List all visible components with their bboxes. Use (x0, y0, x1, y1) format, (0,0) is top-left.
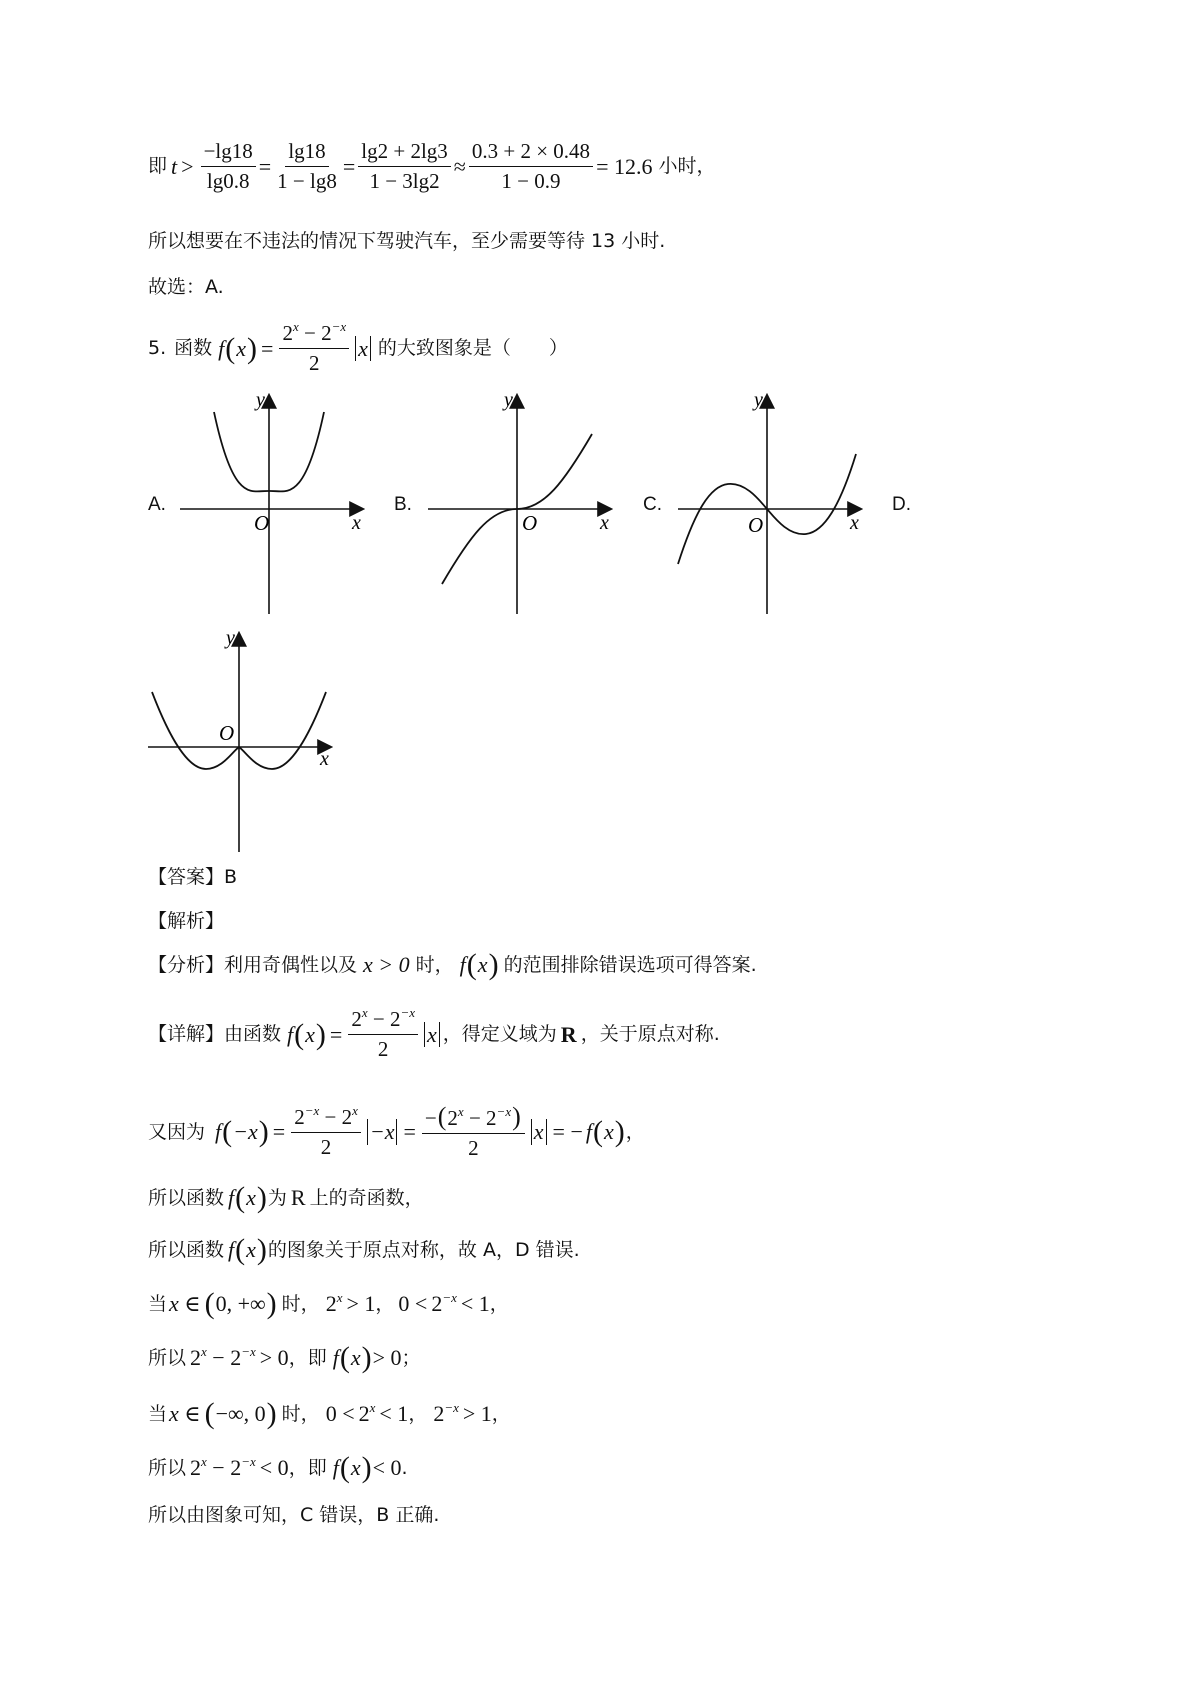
var-x: x (246, 1237, 256, 1262)
abs-x: x (355, 336, 371, 361)
y-axis-label: y (256, 389, 265, 411)
text-prefix: 即 (148, 155, 168, 178)
text-prefix: 当 (148, 1292, 168, 1315)
func-f: f (228, 1237, 235, 1262)
punct: ， (489, 1292, 509, 1315)
text-suffix: 的图象关于原点对称，故 A，D 错误. (267, 1238, 580, 1261)
text-when: 时， (281, 1402, 320, 1425)
text-mid: ，即 (288, 1456, 327, 1479)
separator: ， (408, 1402, 428, 1425)
func-f: f (218, 335, 225, 361)
analysis-label: 【分析】 (148, 953, 225, 976)
fraction-2: $\frac{\lg 18}{1 - \lg 8}$ (277, 139, 337, 194)
fraction-3: $\frac{\lg 2 + 2\lg 3}{1 - 3\lg 2}$ (358, 140, 451, 193)
odd-function-line: 所以函数 f ( x ) 为 R 上的奇函数， (148, 1181, 424, 1214)
text-suffix: 上的奇函数， (309, 1186, 424, 1209)
y-axis-label: y (754, 389, 763, 411)
ineq-2a: 0 < (398, 1291, 428, 1316)
fraction-1: $\frac{-\lg 18}{\lg 0.8}$ (201, 140, 256, 193)
analysis-text-3: 的范围排除错误选项可得答案. (503, 953, 757, 976)
condition: x ∈ (169, 1401, 201, 1426)
detail-text-1: 由函数 (224, 1023, 282, 1046)
ineq-1a: 0 < (325, 1401, 355, 1426)
text-when: 时， (281, 1292, 320, 1315)
y-axis-label: y (504, 389, 513, 411)
question-number: 5. (148, 337, 167, 360)
ineq-1b: < 1 (379, 1401, 409, 1426)
abs-x: x (531, 1119, 547, 1144)
ineq-2: > 1 (462, 1401, 492, 1426)
func-f: f (332, 1345, 339, 1370)
option-b-label: B. (394, 494, 412, 515)
x-axis-label: x (320, 748, 329, 770)
set-R: R (290, 1185, 306, 1210)
option-c-label: C. (643, 494, 662, 515)
line-wait-conclusion: 所以想要在不违法的情况下驾驶汽车，至少需要等待 13 小时. (148, 230, 666, 252)
detail-line: 【详解】 由函数 f ( x ) = $\frac{2^x - 2^{-x}}{2}$ x ，得定义域为 R ，关于原点对称. (148, 1005, 720, 1062)
proof-fraction-1: $\frac{2^{-x} - 2^x}{2}$ (291, 1106, 361, 1159)
var-x: x (350, 1455, 361, 1480)
text-prefix: 当 (148, 1402, 168, 1425)
case-negative-line: 当 x ∈ ( −∞, 0 ) 时， 0 < 2$^x$ < 1 ， $2^{-x}$ > 1 ， (148, 1397, 511, 1430)
question-prefix: 函数 (174, 337, 213, 360)
graph-option-b (420, 386, 620, 616)
var-x: x (246, 1185, 256, 1210)
graph-option-a (172, 386, 372, 616)
odd-proof-line: 又因为 f ( −x ) = $\frac{2^{-x} - 2^x}{2}$ −x = $\frac{-(2^x - 2^{-x})}{2}$ x = − f ( x ) ， (148, 1102, 645, 1161)
ineq: < 0 (259, 1455, 289, 1480)
answer-label: 【答案】B (148, 866, 238, 888)
func-f: f (287, 1021, 294, 1047)
text-mid: 为 (267, 1186, 287, 1209)
option-d-label: D. (892, 494, 911, 515)
case-positive-line: 当 x ∈ ( 0, +∞ ) 时， 2$^x$ > 1 ， 0 < $2^{-x}$ < 1 ， (148, 1287, 509, 1320)
text-suffix: 小时， (658, 155, 716, 178)
origin-label: O (219, 721, 235, 745)
punct: ， (625, 1120, 645, 1143)
jiexi-label: 【解析】 (148, 910, 225, 932)
neg-equals: = − (552, 1119, 583, 1145)
neg-x: −x (233, 1119, 258, 1145)
gt-sign: > (181, 153, 194, 179)
func-f: f (228, 1185, 235, 1210)
detail-text-3: ，关于原点对称. (580, 1023, 720, 1046)
x-axis-label: x (352, 512, 361, 534)
var-x: x (350, 1345, 361, 1370)
case-positive-result: 所以 $2^x - 2^{-x}$ > 0 ，即 f ( x ) > 0 ； (148, 1341, 421, 1374)
text-mid: ，即 (288, 1346, 327, 1369)
var-x: x (477, 952, 488, 977)
proof-prefix: 又因为 (148, 1120, 206, 1143)
line-inequality-derivation (148, 140, 716, 193)
ineq: > 0 (259, 1345, 289, 1370)
option-a-label: A. (148, 494, 166, 515)
x-axis-label: x (850, 512, 859, 534)
var-x: x (603, 1119, 614, 1145)
analysis-text-2: 时， (415, 953, 454, 976)
func-f: f (459, 952, 466, 977)
question-5: 5. 函数 f ( x ) = $\frac{2^x - 2^{-x}}{2}$ x 的大致图象是（ ） (148, 319, 568, 376)
detail-text-2: ，得定义域为 (442, 1023, 557, 1046)
analysis-condition: x > 0 (363, 952, 410, 977)
text-prefix: 所以 (148, 1346, 187, 1369)
var-x: x (305, 1021, 315, 1047)
detail-fraction: $\frac{2^x - 2^{-x}}{2}$ (348, 1008, 418, 1061)
interval: 0, +∞ (215, 1291, 266, 1316)
punct: ， (491, 1402, 511, 1425)
equals-sign: = (329, 1021, 343, 1047)
text-prefix: 所以函数 (148, 1186, 225, 1209)
func-f: f (215, 1119, 222, 1145)
abs-x: x (424, 1022, 440, 1047)
result: < 0 (372, 1455, 402, 1480)
punct: ； (401, 1346, 421, 1369)
separator: ， (375, 1292, 395, 1315)
graph-option-c (670, 386, 870, 616)
origin-label: O (522, 511, 538, 535)
y-axis-label: y (226, 627, 235, 649)
equals-sign: = (261, 335, 274, 361)
equals-sign: = (258, 153, 272, 179)
var-x: x (236, 335, 247, 361)
var-t: t (171, 153, 178, 179)
question-fraction: $\frac{2^x - 2^{-x}}{2}$ (279, 322, 349, 375)
graph-option-d (142, 624, 342, 854)
question-suffix: 的大致图象是（ ） (377, 337, 568, 360)
condition: x ∈ (169, 1291, 201, 1316)
origin-label: O (254, 511, 270, 535)
equals-sign: = (342, 153, 356, 179)
text-prefix: 所以函数 (148, 1238, 225, 1261)
ineq-1: > 1 (346, 1291, 376, 1316)
abs-neg-x: −x (367, 1119, 398, 1144)
detail-label: 【详解】 (148, 1023, 225, 1046)
line-choice: 故选：A. (148, 276, 224, 298)
punct: . (401, 1456, 408, 1479)
conclusion-line: 所以由图象可知，C 错误，B 正确. (148, 1504, 440, 1526)
ineq-2b: < 1 (460, 1291, 490, 1316)
symmetry-line: 所以函数 f ( x ) 的图象关于原点对称，故 A，D 错误. (148, 1233, 580, 1266)
result-value: = 12.6 (596, 153, 653, 179)
text-prefix: 所以 (148, 1456, 187, 1479)
equals-sign: = (403, 1119, 416, 1145)
result: > 0 (372, 1345, 402, 1370)
equals-sign: = (272, 1119, 286, 1145)
analysis-line: 【分析】 利用奇偶性以及 x > 0 时， f ( x ) 的范围排除错误选项可得答案. (148, 948, 757, 981)
origin-label: O (748, 513, 764, 537)
func-f: f (585, 1119, 592, 1145)
set-R: R (560, 1021, 577, 1047)
proof-fraction-2: $\frac{-(2^x - 2^{-x})}{2}$ (422, 1104, 525, 1160)
func-f: f (332, 1455, 339, 1480)
interval: −∞, 0 (215, 1401, 266, 1426)
case-negative-result: 所以 $2^x - 2^{-x}$ < 0 ，即 f ( x ) < 0 . (148, 1451, 408, 1484)
approx-sign: ≈ (453, 153, 466, 179)
analysis-text-1: 利用奇偶性以及 (224, 953, 358, 976)
x-axis-label: x (600, 512, 609, 534)
fraction-4: $\frac{0.3 + 2 \times 0.48}{1 - 0.9}$ (469, 140, 593, 193)
